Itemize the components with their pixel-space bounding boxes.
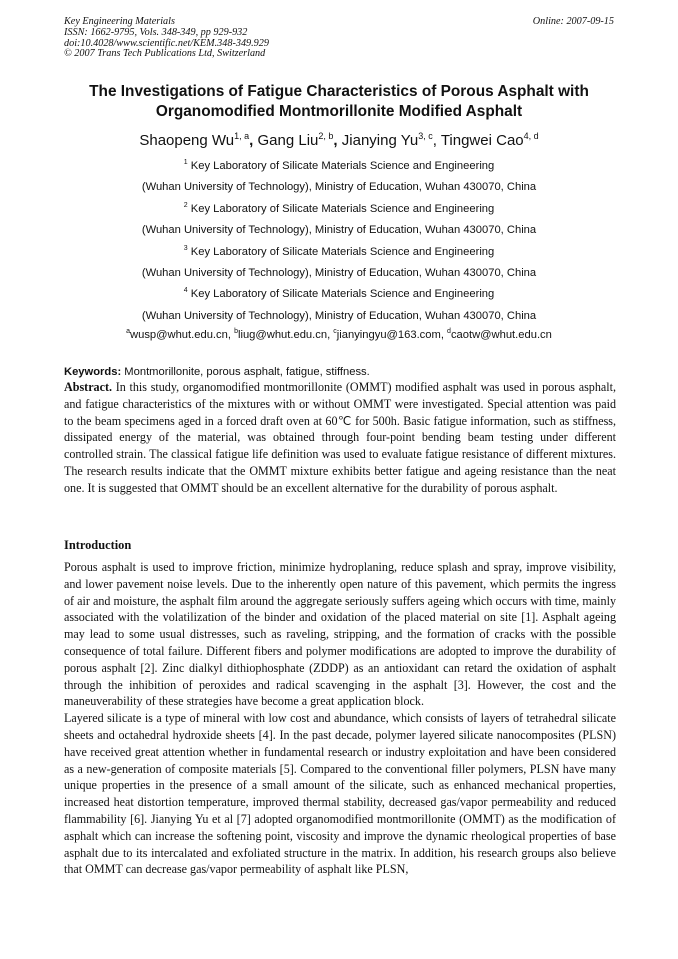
- affiliation-line: (Wuhan University of Technology), Ministry of Education, Wuhan 430070, China: [141, 309, 537, 322]
- email: $^d$caotw@whut.edu.cn: [447, 328, 552, 341]
- doi-line: doi:10.4028/www.scientific.net/KEM.348-349.929: [64, 37, 269, 49]
- email: $^b$liug@whut.edu.cn,: [234, 328, 334, 341]
- title-line-1: The Investigations of Fatigue Characteristics of Porous Asphalt with: [89, 83, 589, 100]
- affiliation-line: $^2$ Key Laboratory of Silicate Materials Science and Engineering: [183, 201, 495, 215]
- author: Jianying Yu$^{3, c}$,: [341, 131, 441, 149]
- affiliation-line: $^3$ Key Laboratory of Silicate Materials Science and Engineering: [183, 244, 495, 258]
- author-list: [40, 130, 638, 152]
- author: Shaopeng Wu$^{1, a}$,: [139, 131, 258, 149]
- affiliation-line: (Wuhan University of Technology), Ministry of Education, Wuhan 430070, China: [141, 266, 537, 279]
- keywords-label: Keywords:: [64, 366, 122, 378]
- affiliation-line: (Wuhan University of Technology), Ministry of Education, Wuhan 430070, China: [141, 181, 537, 194]
- affiliation-line: $^4$ Key Laboratory of Silicate Materials Science and Engineering: [183, 287, 495, 301]
- abstract: [64, 379, 616, 497]
- affiliation-list: [40, 156, 638, 327]
- journal-name: Key Engineering Materials: [64, 16, 175, 27]
- author: Gang Liu$^{2, b}$,: [257, 131, 342, 149]
- paragraph: Layered silicate is a type of mineral with low cost and abundance, which consists of layers of tetrahedral silicate sheets and octahedral hydroxide sheets [4]. In the past decade, polymer layered silicate nanocomposites (PLSN) have received great attention whether in fundamental research or industry exploitation and have been considered as a new-generation of composite materials [5]. Compared to the conventional filler polymers, PLSN have many unique properties in the presence of a small amount of the silicate, such as enhanced mechanical properties, increased heat distortion temperature, improved thermal stability, decreased gas/vapor permeability and reduced flammability [6]. Jianying Yu et al [7] adopted organomodified montmorillonite (OMMT) as the modification of asphalt which can increase the softening point, viscosity and improve the dynamic rheological properties of base asphalt due to its intercalated and exfoliated structure in the matrix. In addition, his research groups also believe that OMMT can decrease gas/vapor permeability of asphalt like PLSN,: [64, 711, 616, 877]
- keywords-text: Montmorillonite, porous asphalt, fatigue, stiffness.: [121, 366, 370, 378]
- affiliation-line: $^1$ Key Laboratory of Silicate Materials Science and Engineering: [183, 159, 495, 172]
- title-line-2: Organomodified Montmorillonite Modified Asphalt: [155, 103, 523, 120]
- abstract-label: Abstract.: [64, 380, 113, 394]
- issn-line: ISSN: 1662-9795, Vols. 348-349, pp 929-932: [64, 26, 248, 38]
- paper-title: [40, 82, 638, 122]
- paragraph: Porous asphalt is used to improve friction, minimize hydroplaning, reduce splash and spray, improve visibility, and lower pavement noise levels. Due to the inherently open nature of this pavement, which permits the ingress of air and moisture, the asphalt film around the aggregate seriously suffers ageing which occurs with time, mainly associated with the volatilization of the binder and oxidation of the placed material on site [1]. Asphalt ageing may lead to some usual distresses, such as raveling, stripping, and the formation of cracks with the possible consequence of total failure. Different fibers and polymer modifications are adopted to improve the durability of porous asphalt [2]. Zinc dialkyl dithiophosphate (ZDDP) as an antioxidant can retard the oxidation of asphalt through the inhibition of peroxides and radical scavenging in the asphalt [3]. However, the cost and the maneuverability of these strategies have become a great application block.: [64, 560, 616, 709]
- abstract-text: In this study, organomodified montmorillonite (OMMT) modified asphalt was used in porous asphalt, and fatigue characteristics of the mixtures with or without OMMT were investigated. Special attention was paid to the beam specimens aged in a forced draft oven at 60℃ for 500h. Basic fatigue information, such as stiffness, dissipated energy of the material, was obtained through four-point bending beam testing under different controlled strain. The classical fatigue life definition was used to evaluate fatigue resistance of different mixtures. The research results indicate that the OMMT mixture exhibits better fatigue and ageing resistance than the neat one. It is suggested that OMMT should be an excellent alternative for the durability of porous asphalt.: [64, 380, 616, 495]
- email: $^c$jianyingyu@163.com,: [333, 328, 448, 341]
- copyright-line: © 2007 Trans Tech Publications Ltd, Switzerland: [64, 48, 266, 60]
- introduction-body: [64, 559, 616, 878]
- section-heading: Introduction: [64, 538, 132, 552]
- journal-header: [64, 17, 269, 60]
- author: Tingwei Cao$^{4, d}$: [440, 131, 539, 149]
- keywords: [64, 364, 616, 380]
- email: $^a$wusp@whut.edu.cn,: [126, 328, 235, 341]
- affiliation-line: (Wuhan University of Technology), Ministry of Education, Wuhan 430070, China: [141, 224, 537, 237]
- online-date: Online: 2007-09-15: [532, 16, 614, 27]
- email-list: [40, 327, 638, 343]
